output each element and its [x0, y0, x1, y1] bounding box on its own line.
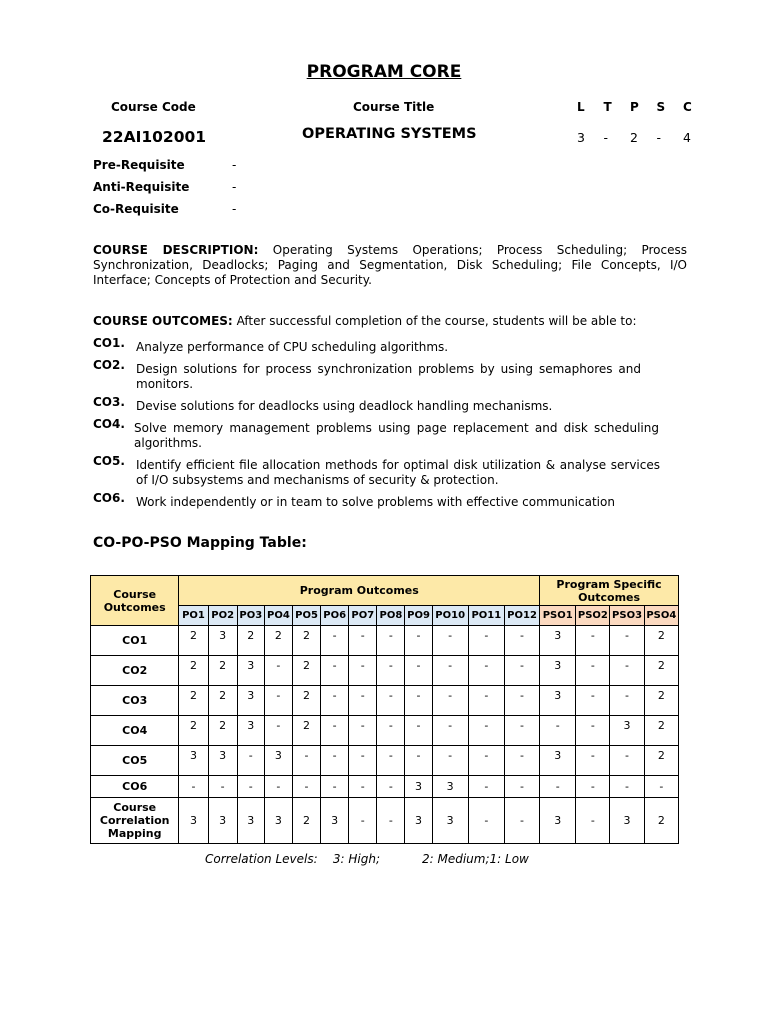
table-cell: - — [540, 776, 576, 798]
table-cell: - — [349, 716, 377, 746]
table-cell: - — [377, 686, 405, 716]
co5-label: CO5. — [93, 454, 125, 468]
row-label: CO1 — [91, 626, 179, 656]
table-cell: - — [405, 656, 432, 686]
table-cell: - — [349, 776, 377, 798]
column-header: PSO2 — [576, 606, 610, 626]
correlation-legend: Correlation Levels: 3: High; 2: Medium;1: Low — [205, 852, 529, 866]
table-cell: - — [377, 626, 405, 656]
table-cell: - — [468, 686, 504, 716]
row-label: Course Correlation Mapping — [91, 798, 179, 844]
table-cell: - — [540, 716, 576, 746]
table-cell: 3 — [264, 746, 292, 776]
table-cell: 3 — [432, 798, 468, 844]
table-cell: 3 — [264, 798, 292, 844]
table-cell: - — [432, 746, 468, 776]
table-cell: 2 — [292, 626, 320, 656]
row-label: CO3 — [91, 686, 179, 716]
table-cell: 3 — [540, 686, 576, 716]
table-cell: 2 — [644, 626, 678, 656]
table-cell: - — [377, 656, 405, 686]
table-cell: 3 — [540, 746, 576, 776]
co-requisite-value: - — [232, 202, 237, 216]
table-row — [91, 626, 679, 656]
table-cell: - — [292, 776, 320, 798]
pre-requisite-value: - — [232, 158, 237, 172]
table-cell: - — [468, 798, 504, 844]
table-cell: 3 — [179, 798, 208, 844]
table-cell: 3 — [610, 798, 644, 844]
table-cell: - — [321, 626, 349, 656]
table-cell: - — [610, 776, 644, 798]
table-cell: - — [432, 686, 468, 716]
column-header: PO12 — [504, 606, 539, 626]
table-cell: 2 — [292, 656, 320, 686]
table-cell: - — [349, 626, 377, 656]
table-cell: - — [610, 746, 644, 776]
table-cell: - — [432, 716, 468, 746]
table-cell: 2 — [179, 656, 208, 686]
table-cell: 3 — [237, 656, 264, 686]
program-specific-outcomes-header: Program Specific Outcomes — [540, 576, 679, 606]
course-description: COURSE DESCRIPTION: Operating Systems Operations; Process Scheduling; Process Synchronization, Deadlocks; Paging and Segmentation, Disk Scheduling; File Concepts, I/O Interface; Concepts of Protection and Security. — [93, 243, 688, 287]
table-cell: - — [468, 716, 504, 746]
column-header: PO2 — [208, 606, 237, 626]
table-cell: - — [405, 686, 432, 716]
table-cell: 3 — [540, 656, 576, 686]
table-cell: 2 — [208, 686, 237, 716]
table-cell: - — [264, 716, 292, 746]
table-cell: - — [264, 686, 292, 716]
co2-label: CO2. — [93, 358, 125, 372]
co4-text: Solve memory management problems using page replacement and disk scheduling algorithms. — [134, 421, 659, 450]
co3-label: CO3. — [93, 395, 125, 409]
table-cell: - — [610, 656, 644, 686]
co2-text: Design solutions for process synchronization problems by using semaphores and monitors. — [136, 362, 641, 391]
page-title: PROGRAM CORE — [306, 62, 462, 82]
table-cell: 2 — [264, 626, 292, 656]
table-cell: 3 — [208, 746, 237, 776]
table-cell: - — [504, 716, 539, 746]
column-header: PO7 — [349, 606, 377, 626]
table-cell: - — [264, 656, 292, 686]
co1-text: Analyze performance of CPU scheduling algorithms. — [136, 340, 449, 354]
table-cell: 2 — [644, 798, 678, 844]
table-cell: 3 — [610, 716, 644, 746]
co1-label: CO1. — [93, 336, 125, 350]
column-header: PO11 — [468, 606, 504, 626]
table-cell: - — [610, 626, 644, 656]
table-cell: - — [237, 746, 264, 776]
table-cell: 3 — [540, 798, 576, 844]
table-row — [91, 798, 679, 844]
column-header: PO3 — [237, 606, 264, 626]
co6-text: Work independently or in team to solve problems with effective communication — [136, 495, 615, 509]
column-header: PO4 — [264, 606, 292, 626]
table-cell: - — [321, 776, 349, 798]
column-header: PO1 — [179, 606, 208, 626]
table-cell: 2 — [644, 746, 678, 776]
table-row — [91, 686, 679, 716]
table-cell: 2 — [237, 626, 264, 656]
row-label: CO2 — [91, 656, 179, 686]
ltpsc-values: 3 - 2 - 4 — [577, 130, 691, 145]
column-header: PSO4 — [644, 606, 678, 626]
table-cell: - — [292, 746, 320, 776]
co-po-pso-mapping-table — [90, 575, 679, 844]
table-cell: - — [377, 716, 405, 746]
table-cell: - — [504, 746, 539, 776]
anti-requisite-label: Anti-Requisite — [93, 180, 190, 194]
table-cell: 2 — [644, 716, 678, 746]
table-cell: 3 — [321, 798, 349, 844]
table-cell: - — [504, 656, 539, 686]
table-cell: - — [576, 776, 610, 798]
table-cell: 2 — [179, 626, 208, 656]
table-cell: - — [468, 746, 504, 776]
course-outcomes-intro: COURSE OUTCOMES: After successful completion of the course, students will be able to: — [93, 314, 637, 328]
table-cell: - — [432, 656, 468, 686]
table-cell: - — [432, 626, 468, 656]
column-header: PSO3 — [610, 606, 644, 626]
table-cell: - — [264, 776, 292, 798]
table-cell: - — [179, 776, 208, 798]
table-cell: 2 — [292, 716, 320, 746]
course-code-label: Course Code — [111, 100, 196, 114]
anti-requisite-value: - — [232, 180, 237, 194]
table-cell: - — [504, 686, 539, 716]
table-row — [91, 776, 679, 798]
table-cell: - — [405, 746, 432, 776]
column-header: PO9 — [405, 606, 432, 626]
table-cell: - — [405, 626, 432, 656]
table-cell: 3 — [432, 776, 468, 798]
table-cell: - — [321, 656, 349, 686]
column-header: PO10 — [432, 606, 468, 626]
table-cell: - — [576, 746, 610, 776]
table-cell: - — [321, 686, 349, 716]
table-cell: 2 — [208, 716, 237, 746]
table-cell: - — [468, 626, 504, 656]
co4-label: CO4. — [93, 417, 125, 431]
table-cell: 2 — [292, 798, 320, 844]
table-cell: - — [237, 776, 264, 798]
table-cell: 2 — [208, 656, 237, 686]
table-corner-cell: Course Outcomes — [91, 576, 179, 626]
co3-text: Devise solutions for deadlocks using deadlock handling mechanisms. — [136, 399, 553, 413]
table-cell: - — [349, 746, 377, 776]
table-cell: - — [208, 776, 237, 798]
table-cell: 2 — [179, 686, 208, 716]
table-cell: - — [576, 798, 610, 844]
table-cell: - — [377, 798, 405, 844]
row-label: CO6 — [91, 776, 179, 798]
table-cell: 3 — [179, 746, 208, 776]
table-cell: 3 — [237, 716, 264, 746]
course-title: OPERATING SYSTEMS — [302, 126, 477, 142]
table-cell: - — [576, 716, 610, 746]
table-cell: - — [576, 626, 610, 656]
table-cell: - — [321, 746, 349, 776]
table-cell: - — [349, 798, 377, 844]
column-header-row — [91, 606, 679, 626]
program-outcomes-header: Program Outcomes — [179, 576, 540, 606]
ltpsc-labels: L T P S C — [577, 100, 692, 114]
row-label: CO5 — [91, 746, 179, 776]
table-cell: 3 — [540, 626, 576, 656]
co6-label: CO6. — [93, 491, 125, 505]
table-cell: 3 — [405, 798, 432, 844]
table-row — [91, 746, 679, 776]
column-header: PO6 — [321, 606, 349, 626]
table-cell: - — [377, 776, 405, 798]
table-cell: 2 — [179, 716, 208, 746]
table-cell: 3 — [208, 626, 237, 656]
table-cell: 2 — [644, 686, 678, 716]
table-cell: - — [610, 686, 644, 716]
column-header: PSO1 — [540, 606, 576, 626]
row-label: CO4 — [91, 716, 179, 746]
mapping-title: CO-PO-PSO Mapping Table: — [93, 535, 307, 551]
table-cell: - — [377, 746, 405, 776]
co-requisite-label: Co-Requisite — [93, 202, 179, 216]
course-title-label: Course Title — [353, 100, 435, 114]
co5-text: Identify efficient file allocation methods for optimal disk utilization & analyse services of I/O subsystems and mechanisms of security & protection. — [136, 458, 660, 487]
table-row — [91, 716, 679, 746]
table-cell: - — [321, 716, 349, 746]
table-cell: - — [405, 716, 432, 746]
table-cell: - — [644, 776, 678, 798]
table-cell: - — [504, 776, 539, 798]
table-cell: - — [576, 656, 610, 686]
table-row — [91, 656, 679, 686]
table-cell: 3 — [237, 686, 264, 716]
table-cell: 3 — [237, 798, 264, 844]
column-header: PO5 — [292, 606, 320, 626]
table-cell: - — [468, 776, 504, 798]
course-code: 22AI102001 — [102, 128, 207, 146]
table-cell: 2 — [644, 656, 678, 686]
table-cell: - — [504, 798, 539, 844]
table-cell: 2 — [292, 686, 320, 716]
table-cell: 3 — [405, 776, 432, 798]
table-cell: - — [504, 626, 539, 656]
table-cell: - — [576, 686, 610, 716]
table-cell: - — [468, 656, 504, 686]
table-cell: - — [349, 686, 377, 716]
column-header: PO8 — [377, 606, 405, 626]
table-cell: - — [349, 656, 377, 686]
pre-requisite-label: Pre-Requisite — [93, 158, 185, 172]
table-cell: 3 — [208, 798, 237, 844]
